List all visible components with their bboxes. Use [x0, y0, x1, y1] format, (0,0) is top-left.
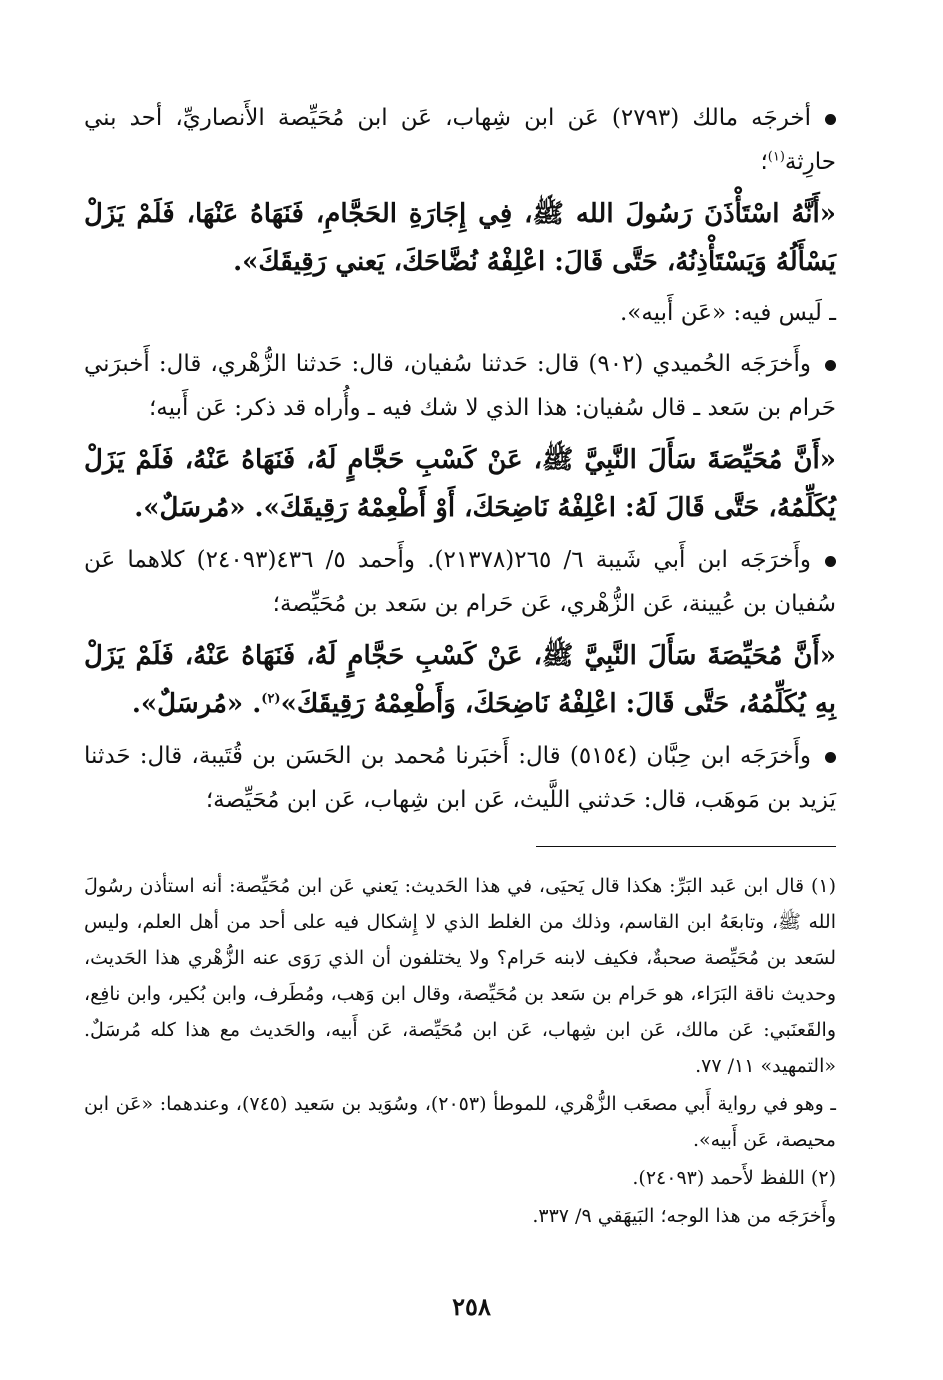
hadith-quote: «أَنَّهُ اسْتَأْذَنَ رَسُولَ الله ﷺ، فِي إِجَارَةِ الحَجَّامِ، فَنَهَاهُ عَنْهَا، فَلَمْ يَزَلْ يَسْأَلُهُ وَيَسْتَأْذِنُهُ، حَتَّى قَالَ: اعْلِفْهُ نُضَّاحَكَ، يَعني رَقِيقَكَ». [84, 199, 836, 277]
hadith-entry-humaydi [84, 342, 836, 430]
hadith-entry-ibn-hibban [84, 734, 836, 822]
bullet-icon [825, 752, 836, 763]
quote-end: . «مُرسَلٌ». [131, 689, 262, 719]
entry-text: وأَخرَجَه ابن حِبَّان (٥١٥٤) قال: أَخبَرنا مُحمد بن الحَسَن بن قُتَيبة، قال: حَدثنا يَزيد بن مَوهَب، قال: حَدثني اللَّيث، عَن ابن شِهاب، عَن ابن مُحَيِّصة؛ [84, 743, 836, 813]
entry-end: ؛ [760, 149, 768, 175]
footnotes [84, 868, 836, 1236]
quote-text: «أَنَّ مُحَيِّصَةَ سَأَلَ النَّبِيَّ ﷺ، عَنْ كَسْبِ حَجَّامٍ لَهُ، فَنَهَاهُ عَنْهُ، فَلَمْ يَزَلْ بِهِ يُكَلِّمُهُ، حَتَّى قَالَ: اعْلِفْهُ نَاضِحَكَ، وَأَطْعِمْهُ رَقِيقَكَ» [84, 641, 836, 719]
remark: ـ لَيس فيه: «عَن أَبيه». [619, 300, 836, 326]
entry-text: وأَخرَجَه ابن أَبي شَيبة ٦/ ٢٦٥(٢١٣٧٨). وأَحمد ٥/ ٤٣٦(٢٤٠٩٣) كلاهما عَن سُفيان بن عُيينة، عَن الزُّهْري، عَن حَرام بن سَعد بن مُحَيِّصة؛ [84, 547, 836, 617]
bullet-icon [825, 360, 836, 371]
footnote-divider [536, 846, 836, 847]
footnote-2-continued: وأَخرَجَه من هذا الوجه؛ البَيهَقي ٩/ ٣٣٧. [532, 1205, 836, 1227]
bullet-icon [825, 556, 836, 567]
bullet-icon [825, 114, 836, 125]
entry-text: أخرجَه مالك (٢٧٩٣) عَن ابن شِهاب، عَن ابن مُحَيِّصة الأَنصاريِّ، أحد بني حارِثة [84, 105, 836, 175]
page-number: ٢٥٨ [452, 1292, 491, 1321]
footnote-ref: (٢) [261, 691, 281, 707]
footnote-2: (٢) اللفظ لأَحمد (٢٤٠٩٣). [632, 1167, 836, 1189]
hadith-entry-malik [84, 96, 836, 184]
footnote-1-continued: ـ وهو في رواية أَبي مصعَب الزُّهْري، للموطأ (٢٠٥٣)، وسُوَيد بن سَعيد (٧٤٥)، وعندهما: «عَن ابن محيصة، عَن أَبيه». [84, 1093, 836, 1151]
hadith-quote: «أَنَّ مُحَيِّصَةَ سَأَلَ النَّبِيَّ ﷺ، عَنْ كَسْبِ حَجَّامٍ لَهُ، فَنَهَاهُ عَنْهُ، فَلَمْ يَزَلْ يُكَلِّمُهُ، حَتَّى قَالَ لَهُ: اعْلِفْهُ نَاضِحَكَ، أَوْ أَطْعِمْهُ رَقِيقَكَ». «مُرسَلٌ». [84, 445, 836, 523]
footnote-1: (١) قال ابن عَبد البَرِّ: هكذا قال يَحيَى، في هذا الحَديث: يَعني عَن ابن مُحَيِّصة: أنه استأذن رسُولَ الله ﷺ، وتابعَهُ ابن القاسم، وذلك من الغلط الذي لا إِشكال فيه على أحد من أهل العلم، وليس لسَعد بن مُحَيِّصة صحبةٌ، فكيف لابنه حَرام؟ ولا يختلفون أن الذي رَوَى عنه الزُّهْري هذا الحَديث، وحديث ناقة البَرَاء، هو حَرام بن سَعد بن مُحَيِّصة، وقال ابن وَهب، ومُطَرف، وابن بُكير، وابن نافِع، والقَعنَبي: عَن مالك، عَن ابن شِهاب، عَن ابن مُحَيِّصة، عَن أَبيه، والحَديث مع هذا كله مُرسَلٌ. «التمهيد» ١١/ ٧٧. [84, 875, 836, 1077]
hadith-entry-ibn-abi-shaybah [84, 538, 836, 626]
hadith-quote [84, 632, 836, 728]
footnote-ref: (١) [767, 149, 785, 165]
entry-text: وأَخرَجَه الحُميدي (٩٠٢) قال: حَدثنا سُفيان، قال: حَدثنا الزُّهْري، قال: أَخبرَني حَرام بن سَعد ـ قال سُفيان: هذا الذي لا شك فيه ـ وأُراه قد ذكر: عَن أَبيه؛ [84, 351, 836, 421]
main-text [84, 96, 836, 828]
